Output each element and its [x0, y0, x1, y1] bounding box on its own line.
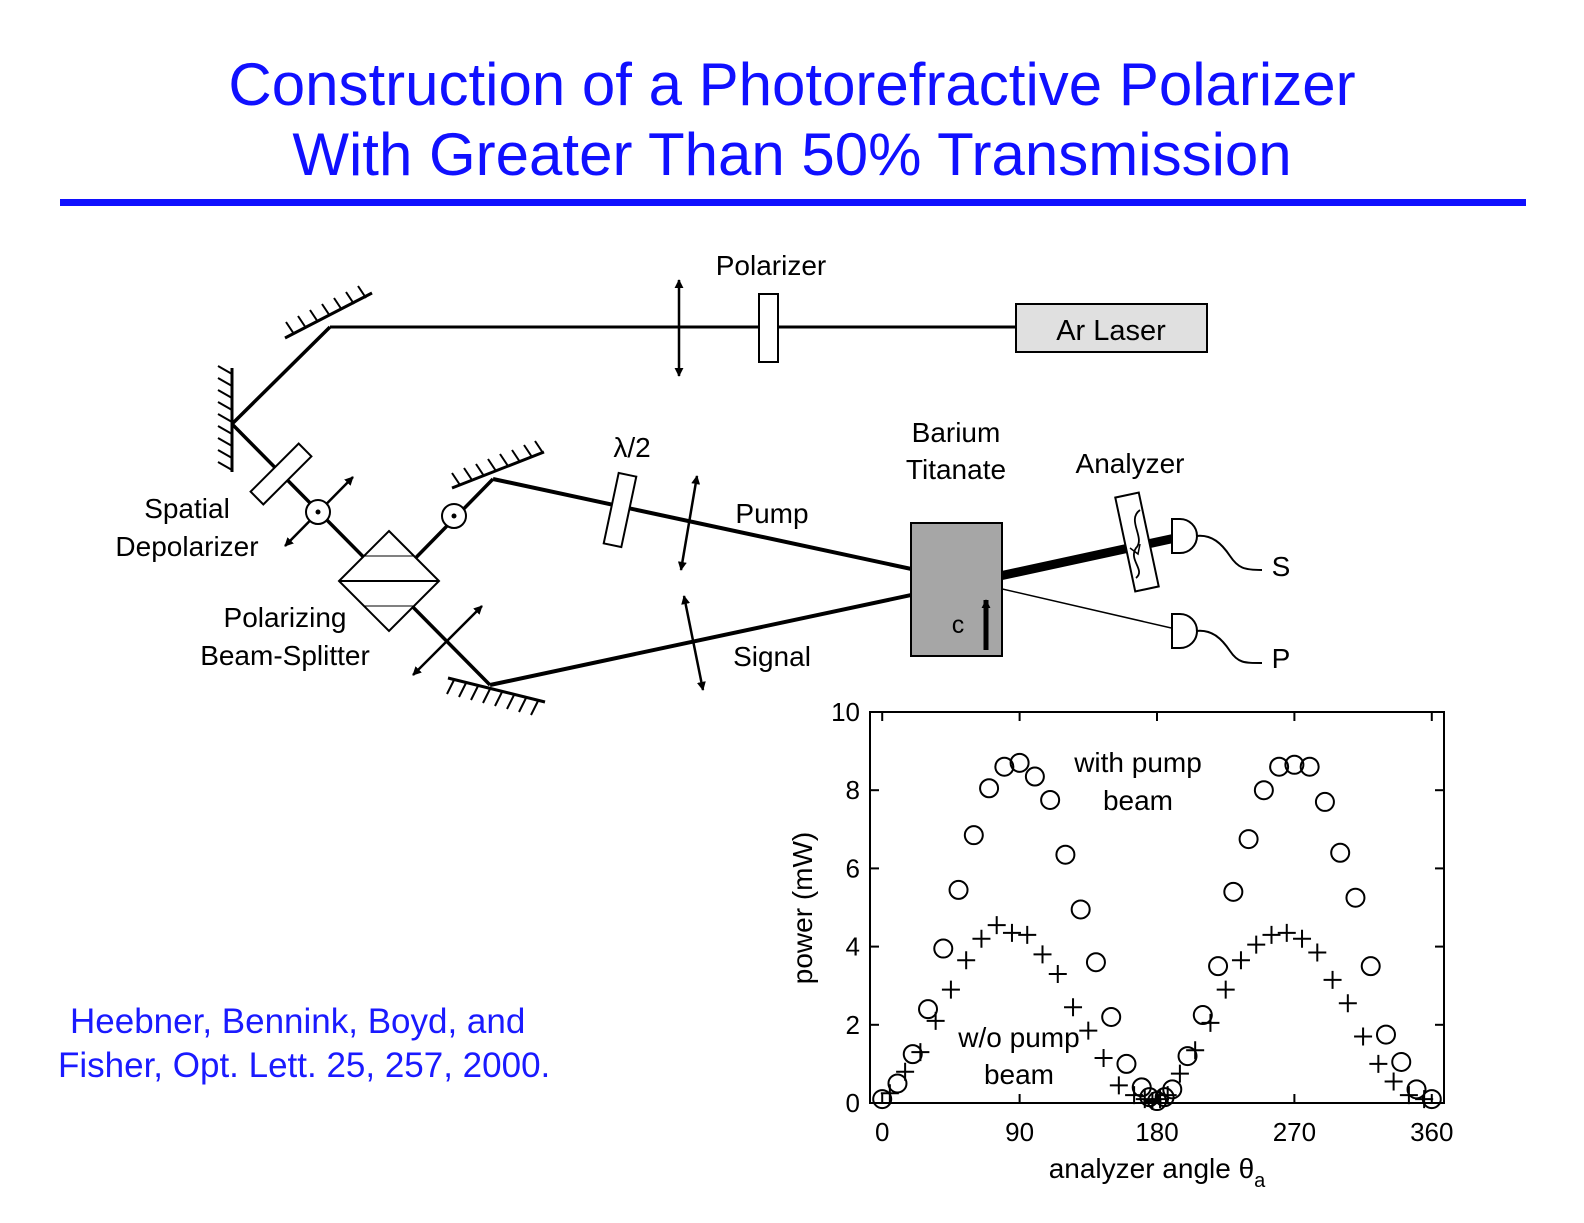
data-point-without-pump	[1018, 926, 1036, 944]
citation-line-2: Fisher, Opt. Lett. 25, 257, 2000.	[58, 1046, 551, 1085]
y-tick-label: 0	[845, 1088, 860, 1118]
data-point-without-pump	[972, 930, 990, 948]
data-point-with-pump	[1209, 957, 1227, 975]
data-point-without-pump	[942, 981, 960, 999]
polarizing-bs-label-line2: Beam-Splitter	[200, 640, 370, 671]
data-point-with-pump	[965, 826, 983, 844]
data-point-without-pump	[1079, 1022, 1097, 1040]
data-point-without-pump	[1262, 926, 1280, 944]
citation-line-1: Heebner, Bennink, Boyd, and	[70, 1002, 526, 1041]
data-point-with-pump	[1255, 781, 1273, 799]
y-tick-label: 8	[845, 775, 860, 806]
x-axis-label-main: analyzer angle θ	[1048, 1153, 1255, 1184]
data-point-with-pump	[1026, 768, 1044, 786]
data-point-with-pump	[1056, 846, 1074, 864]
y-tick-label: 6	[845, 853, 860, 884]
citation	[58, 1000, 550, 1088]
data-point-without-pump	[1064, 998, 1082, 1016]
polarization-dot-2	[442, 504, 466, 528]
detector-s-label: S	[1271, 551, 1291, 582]
data-point-with-pump	[1224, 883, 1242, 901]
data-point-with-pump	[1041, 791, 1059, 809]
title-line-2: With Greater Than 50% Transmission	[292, 121, 1292, 188]
data-point-without-pump	[881, 1084, 899, 1102]
pump-beam	[493, 479, 972, 582]
data-point-without-pump	[896, 1063, 914, 1081]
polarizer-label: Polarizer	[715, 250, 827, 281]
barium-label-line2: Titanate	[905, 454, 1007, 485]
data-point-without-pump	[1095, 1049, 1113, 1067]
data-point-with-pump	[904, 1045, 922, 1063]
data-point-with-pump	[919, 1000, 937, 1018]
polarization-dot-1	[306, 500, 330, 524]
series-label-without-pump-line1: w/o pump	[958, 1022, 1080, 1053]
series-label-with-pump-line1: with pump	[1074, 747, 1202, 778]
signal-label: Signal	[733, 641, 811, 672]
c-axis-label: c	[951, 611, 965, 639]
data-point-with-pump	[1102, 1008, 1120, 1026]
data-point-without-pump	[1339, 994, 1357, 1012]
data-point-with-pump	[1072, 900, 1090, 918]
data-point-without-pump	[1308, 943, 1326, 961]
x-tick-label: 90	[1005, 1117, 1035, 1147]
data-point-with-pump	[934, 940, 952, 958]
power-vs-angle-chart	[787, 697, 1453, 1192]
optical-setup-diagram	[115, 250, 1290, 715]
data-point-without-pump	[1354, 1028, 1372, 1046]
data-point-with-pump	[1362, 957, 1380, 975]
x-axis-label-subscript: a	[1254, 1170, 1266, 1192]
data-point-with-pump	[1331, 844, 1349, 862]
data-point-with-pump	[1316, 793, 1334, 811]
spatial-depolarizer-label-line1: Spatial	[144, 493, 230, 524]
barium-label-line1: Barium	[911, 417, 1001, 448]
series-label-with-pump-line2: beam	[1102, 785, 1174, 816]
data-point-without-pump	[1003, 924, 1021, 942]
data-point-with-pump	[1346, 889, 1364, 907]
data-point-without-pump	[1415, 1090, 1433, 1108]
x-tick-label: 360	[1410, 1117, 1454, 1147]
half-wave-plate-label: λ/2	[613, 432, 651, 463]
detector-p	[1172, 614, 1262, 663]
title-line-1: Construction of a Photorefractive Polarizer	[228, 51, 1356, 118]
y-tick-label: 2	[845, 1009, 860, 1040]
x-tick-label: 270	[1272, 1117, 1317, 1147]
analyzer-label: Analyzer	[1075, 448, 1185, 479]
data-point-without-pump	[1186, 1041, 1204, 1059]
data-point-without-pump	[1201, 1014, 1219, 1032]
data-point-without-pump	[1110, 1076, 1128, 1094]
data-point-without-pump	[957, 951, 975, 969]
data-point-with-pump	[1392, 1053, 1410, 1071]
y-tick-label: 4	[845, 931, 860, 962]
data-point-with-pump	[950, 881, 968, 899]
x-tick-label: 0	[874, 1117, 890, 1147]
data-point-without-pump	[927, 1012, 945, 1030]
data-point-with-pump	[1087, 953, 1105, 971]
data-point-with-pump	[980, 779, 998, 797]
y-axis-label: power (mW)	[787, 831, 818, 985]
data-point-without-pump	[1369, 1055, 1387, 1073]
polarizing-bs-label-line1: Polarizing	[223, 602, 347, 633]
data-point-without-pump	[1232, 951, 1250, 969]
detector-s	[1172, 519, 1262, 570]
data-point-with-pump	[1117, 1055, 1135, 1073]
data-point-without-pump	[1034, 945, 1052, 963]
data-point-without-pump	[1324, 971, 1342, 989]
spatial-depolarizer-label-line2: Depolarizer	[115, 531, 259, 562]
mirror-left	[218, 366, 232, 472]
series-label-without-pump-line2: beam	[983, 1059, 1055, 1090]
ar-laser-label: Ar Laser	[1056, 315, 1166, 347]
pump-label: Pump	[735, 498, 809, 529]
beam-paths	[232, 327, 1180, 685]
data-point-without-pump	[1400, 1086, 1418, 1104]
data-point-with-pump	[888, 1074, 906, 1092]
data-point-without-pump	[1247, 936, 1265, 954]
data-point-with-pump	[1377, 1026, 1395, 1044]
data-point-with-pump	[1240, 830, 1258, 848]
data-point-without-pump	[1385, 1072, 1403, 1090]
polarizer-element	[759, 294, 778, 362]
data-point-without-pump	[1049, 965, 1067, 983]
x-axis-label	[1049, 1153, 1266, 1192]
data-point-without-pump	[988, 916, 1006, 934]
data-point-with-pump	[1194, 1006, 1212, 1024]
y-tick-label: 10	[831, 697, 860, 727]
x-tick-label: 180	[1135, 1117, 1179, 1147]
beam-mirror1-to-mirror2	[232, 327, 330, 424]
detector-p-label: P	[1271, 643, 1291, 674]
signal-beam	[490, 582, 972, 685]
data-point-without-pump	[1217, 981, 1235, 999]
